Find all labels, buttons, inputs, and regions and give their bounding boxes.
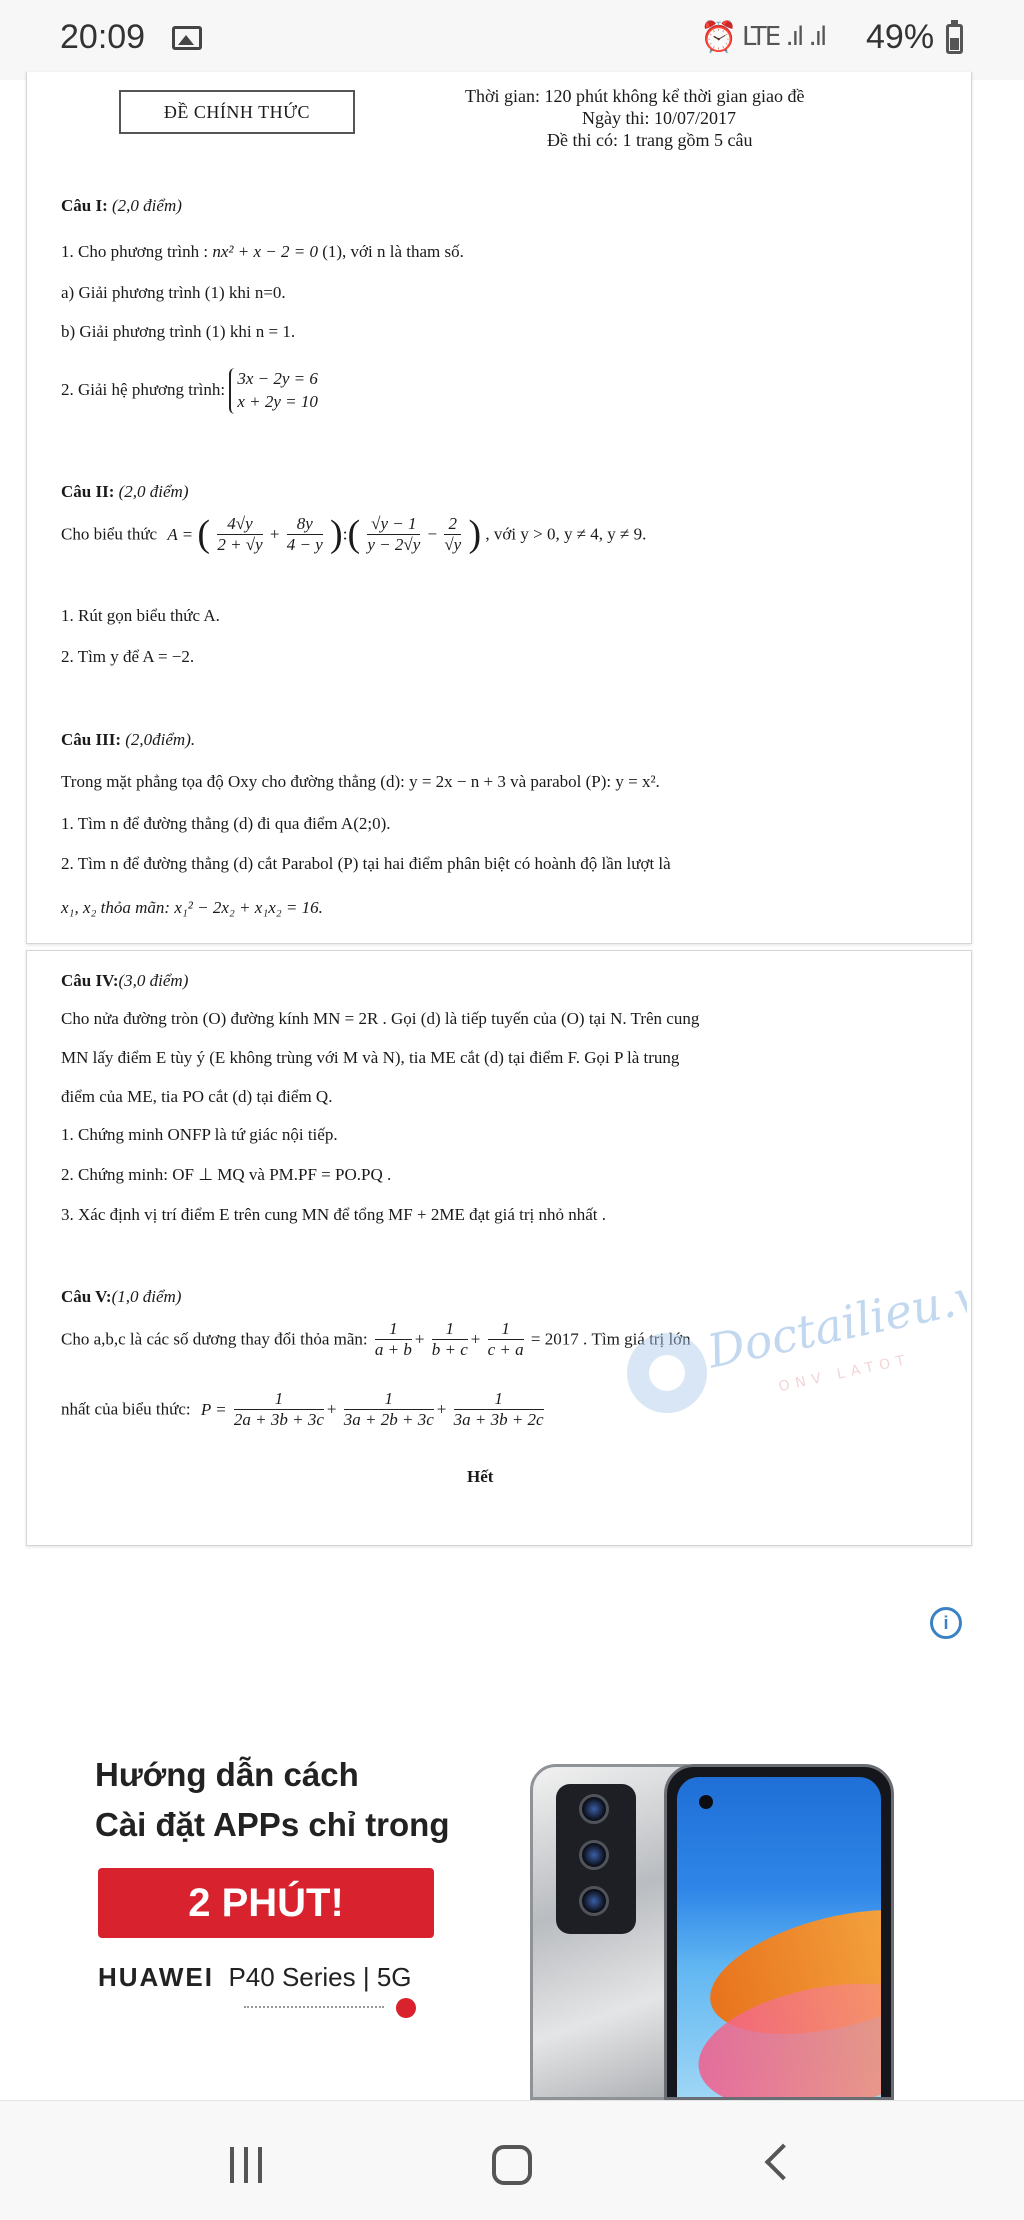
- q3-s2: 2. Tìm n để đường thẳng (d) cắt Parabol (P) tại hai điểm phân biệt có hoành độ lần lượt là: [61, 854, 671, 873]
- exam-page-part-1: [26, 72, 972, 944]
- gallery-notification-icon: [172, 26, 202, 50]
- q4-s2: 2. Chứng minh: OF ⊥ MQ và PM.PF = PO.PQ .: [61, 1165, 392, 1184]
- q1-a: a) Giải phương trình (1) khi n=0.: [61, 283, 286, 302]
- q1-part2: 2. Giải hệ phương trình: 3x − 2y = 6 x + 2y = 10: [61, 368, 318, 414]
- camera-lens-icon: [579, 1886, 609, 1916]
- q4-s3: 3. Xác định vị trí điểm E trên cung MN để tổng MF + 2ME đạt giá trị nhỏ nhất .: [61, 1205, 607, 1224]
- signal-icon: LTE .ıl .ıl: [742, 22, 826, 52]
- q5-condition: Cho a,b,c là các số dương thay đổi thỏa mãn: $\frac{1}{a + b}$ + $\frac{1}{b + c}$ + $\frac{1}{c + a}$ = 2017 . Tìm giá trị lớn: [61, 1319, 691, 1359]
- q2-s2: 2. Tìm y để A = −2.: [61, 647, 195, 666]
- camera-lens-icon: [579, 1840, 609, 1870]
- q2-heading: Câu II: (2,0 điểm): [61, 482, 189, 501]
- q3-s1: 1. Tìm n để đường thẳng (d) đi qua điểm A(2;0).: [61, 814, 391, 833]
- ad-brand: HUAWEI P40 Series | 5G: [98, 1962, 412, 1992]
- q4-line2: MN lấy điểm E tùy ý (E không trùng với M và N), tia ME cắt (d) tại điểm F. Gọi P là trung: [61, 1048, 680, 1067]
- exam-pages: Đề thi có: 1 trang gồm 5 câu: [547, 130, 753, 150]
- camera-module: [556, 1784, 636, 1934]
- ad-logo-dot: [396, 1998, 416, 2018]
- q1-b: b) Giải phương trình (1) khi n = 1.: [61, 322, 296, 341]
- alarm-icon: ⏰: [700, 20, 738, 55]
- camera-lens-icon: [579, 1794, 609, 1824]
- q3-intro: Trong mặt phẳng tọa độ Oxy cho đường thẳng (d): y = 2x − n + 3 và parabol (P): y = x².: [61, 772, 660, 791]
- back-button[interactable]: [765, 2144, 802, 2181]
- site-watermark: [627, 1273, 967, 1423]
- q1-heading: Câu I: (2,0 điểm): [61, 196, 182, 215]
- navigation-bar: [0, 2100, 1024, 2220]
- equation-system: 3x − 2y = 6 x + 2y = 10: [229, 368, 318, 414]
- q4-s1: 1. Chứng minh ONFP là tứ giác nội tiếp.: [61, 1125, 338, 1144]
- q4-line1: Cho nửa đường tròn (O) đường kính MN = 2R . Gọi (d) là tiếp tuyến của (O) tại N. Trên cung: [61, 1009, 700, 1028]
- exam-page-part-2: [26, 950, 972, 1546]
- ad-title[interactable]: Hướng dẫn cách Cài đặt APPs chỉ trong: [95, 1756, 450, 1843]
- q2-s1: 1. Rút gọn biểu thức A.: [61, 606, 220, 625]
- q2-expression: Cho biểu thức A = ( $\frac{4√y}{2 + √y}$ + $\frac{8y}{4 - y}$ ):( $\frac{√y - 1}{y - 2√y}$ − $\frac{2}{√y}$ ) , với y > 0, y ≠ 4, y ≠ 9.: [61, 513, 647, 556]
- status-time: 20:09: [60, 18, 146, 56]
- q1-part1: 1. Cho phương trình : nx² + x − 2 = 0 (1), với n là tham số.: [61, 242, 464, 261]
- recents-button[interactable]: [226, 2147, 266, 2183]
- exam-duration: Thời gian: 120 phút không kể thời gian giao đề: [465, 86, 805, 106]
- q4-heading: Câu IV:(3,0 điểm): [61, 971, 189, 990]
- phone-screen: [677, 1777, 881, 2097]
- q5-expression: nhất của biểu thức: P = $\frac{1}{2a + 3b + 3c}$ + $\frac{1}{3a + 2b + 3c}$ + $\frac{1}{3a + 3b + 2c}$: [61, 1389, 544, 1429]
- home-button[interactable]: [492, 2145, 532, 2185]
- q4-line3: điểm của ME, tia PO cắt (d) tại điểm Q.: [61, 1087, 333, 1106]
- punch-hole-camera: [699, 1795, 713, 1809]
- ad-info-icon[interactable]: i: [930, 1607, 962, 1639]
- watermark-subtext: ONV LATOT: [777, 1351, 912, 1396]
- official-label: ĐỀ CHÍNH THỨC: [119, 90, 355, 134]
- q3-heading: Câu III: (2,0điểm).: [61, 730, 196, 749]
- battery-percent: 49%: [866, 18, 935, 56]
- exam-date: Ngày thi: 10/07/2017: [582, 108, 736, 128]
- q3-s2b: x₁, x₂ thỏa mãn: x₁² − 2x₂ + x₁x₂ = 16.: [61, 898, 323, 917]
- ad-cta-button[interactable]: 2 PHÚT!: [98, 1868, 434, 1938]
- end-mark: Hết: [467, 1467, 494, 1486]
- battery-icon: [946, 24, 963, 54]
- ad-fine-print: [244, 2006, 384, 2012]
- phone-front-image: [664, 1764, 894, 2100]
- watermark-text: Doctailieu.vn: [702, 1273, 967, 1379]
- q5-heading: Câu V:(1,0 điểm): [61, 1287, 182, 1306]
- status-bar: [0, 0, 1024, 80]
